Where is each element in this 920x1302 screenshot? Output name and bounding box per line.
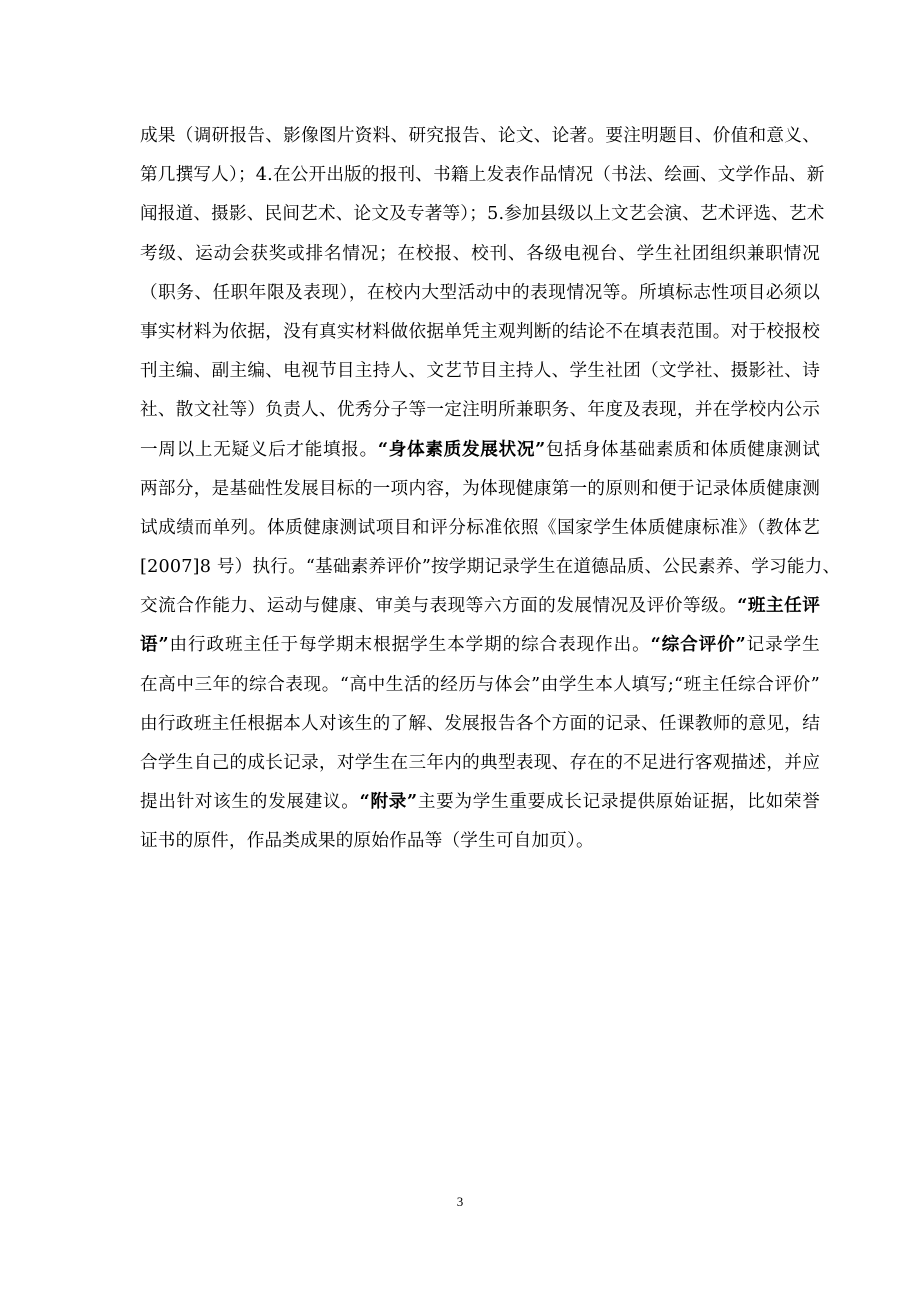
bold-heading-overall-evaluation: “综合评价”	[650, 634, 746, 656]
text-line: 试成绩而单列。体质健康测试项目和评分标准依照《国家学生体质健康标准》（教体艺	[140, 517, 820, 538]
text-line: 事实材料为依据，没有真实材料做依据单凭主观判断的结论不在填表范围。对于校报校	[140, 321, 820, 342]
text-run: 提出针对该生的发展建议。	[140, 792, 360, 813]
text-run: 交流合作能力、运动与健康、审美与表现等六方面的发展情况及评价等级。	[140, 596, 738, 617]
text-run: 包括身体基础素质和体质健康测试	[545, 439, 820, 460]
bold-heading-appendix: “附录”	[359, 791, 418, 813]
text-line	[140, 440, 820, 479]
text-line: 第几撰写人）；4.在公开出版的报刊、书籍上发表作品情况（书法、绘画、文学作品、新	[140, 165, 825, 186]
text-run: 一周以上无疑义后才能填报。	[140, 439, 378, 460]
text-line: 闻报道、摄影、民间艺术、论文及专著等）；5.参加县级以上文艺会演、艺术评选、艺术	[140, 204, 825, 225]
text-line	[140, 635, 820, 674]
text-line: 考级、运动会获奖或排名情况；在校报、校刊、各级电视台、学生社团组织兼职情况	[140, 243, 820, 264]
text-line	[140, 596, 820, 635]
text-line: 社、散文社等）负责人、优秀分子等一定注明所兼职务、年度及表现，并在学校内公示	[140, 400, 820, 421]
text-line	[140, 792, 820, 831]
text-line: [2007]8 号）执行。“基础素养评价”按学期记录学生在道德品质、公民素养、学习能力、	[140, 557, 841, 578]
text-line: 两部分，是基础性发展目标的一项内容，为体现健康第一的原则和便于记录体质健康测	[140, 478, 820, 499]
page-number: 3	[456, 1194, 464, 1209]
text-run: 记录学生	[745, 635, 820, 656]
bold-heading-physical-quality: “身体素质发展状况”	[377, 438, 546, 460]
text-line: （职务、任职年限及表现），在校内大型活动中的表现情况等。所填标志性项目必须以	[140, 282, 820, 303]
text-run: 由行政班主任于每学期末根据学生本学期的综合表现作出。	[168, 635, 651, 656]
text-line: 合学生自己的成长记录，对学生在三年内的典型表现、存在的不足进行客观描述，并应	[140, 753, 820, 773]
text-line: 证书的原件，作品类成果的原始作品等（学生可自加页）。	[140, 831, 594, 852]
text-run: 主要为学生重要成长记录提供原始证据，比如荣誉	[417, 792, 820, 813]
text-line: 成果（调研报告、影像图片资料、研究报告、论文、论著。要注明题目、价值和意义、	[140, 126, 820, 146]
body-paragraph	[140, 126, 841, 871]
bold-heading-teacher-comment: “班主任评	[737, 595, 820, 617]
text-line: 由行政班主任根据本人对该生的了解、发展报告各个方面的记录、任课教师的意见，结	[140, 713, 820, 734]
text-line: 刊主编、副主编、电视节目主持人、文艺节目主持人、学生社团（文学社、摄影社、诗	[140, 361, 820, 382]
text-line: 在高中三年的综合表现。“高中生活的经历与体会”由学生本人填写;“班主任综合评价”	[140, 674, 820, 695]
bold-heading-teacher-comment-cont: 语”	[140, 634, 169, 656]
